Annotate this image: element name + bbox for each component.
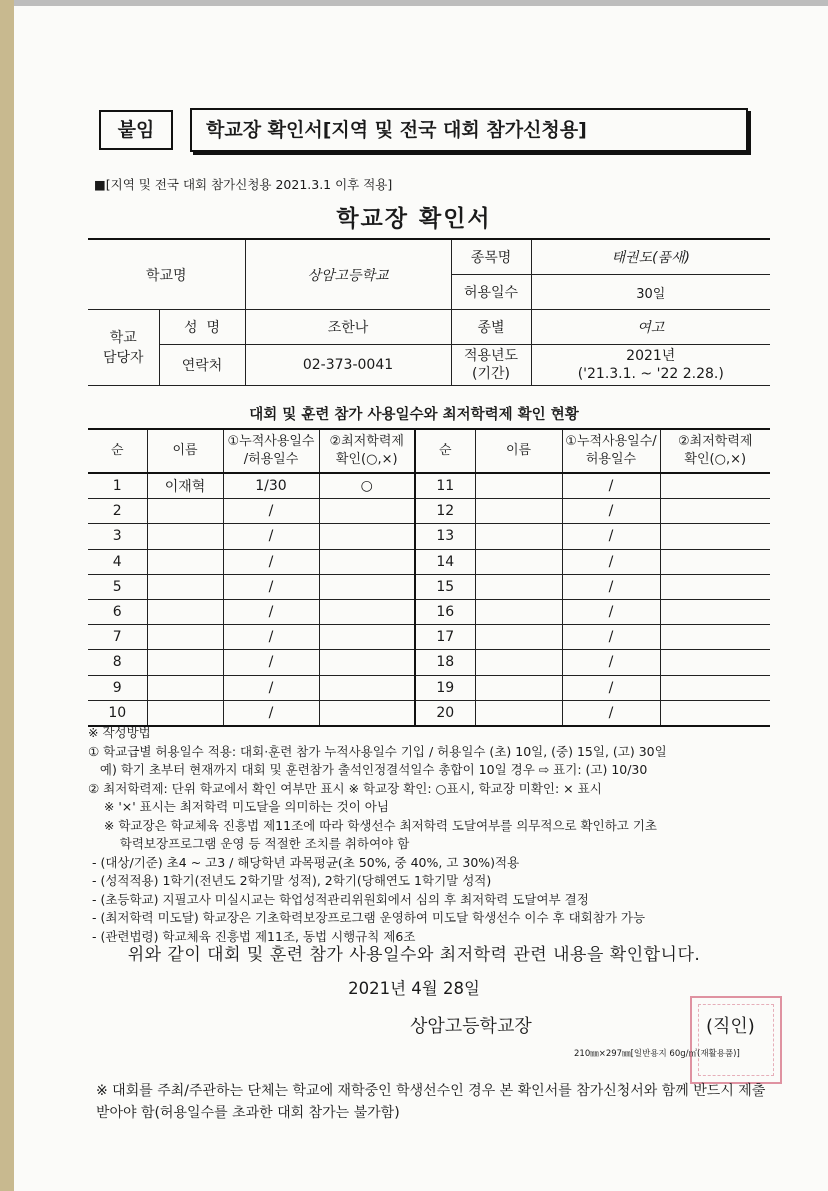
row-name	[475, 700, 562, 726]
row-days: /	[562, 549, 660, 574]
row-check	[319, 599, 415, 624]
document-title: 학교장 확인서	[336, 206, 492, 232]
row-no: 6	[88, 599, 147, 624]
row-days: /	[562, 650, 660, 675]
table-row	[88, 675, 770, 700]
row-days: /	[223, 675, 319, 700]
col-days-right-text: ①누적사용일수/ 허용일수	[565, 434, 657, 467]
row-no: 9	[88, 675, 147, 700]
year-cell	[531, 345, 770, 386]
row-name	[147, 675, 223, 700]
name-value: 조한나	[245, 310, 451, 345]
instruction-line: ① 학교급별 허용일수 적용: 대회·훈련 참가 누적사용일수 기입 / 허용일수 (초) 10일, (중) 15일, (고) 30일	[88, 743, 667, 759]
row-days: /	[562, 599, 660, 624]
table-row	[88, 574, 770, 599]
row-no: 16	[415, 599, 475, 624]
contact-label: 연락처	[159, 345, 245, 386]
row-no: 15	[415, 574, 475, 599]
row-check	[319, 650, 415, 675]
row-days: /	[223, 625, 319, 650]
period-value: ('21.3.1. ~ '22 2.28.)	[577, 366, 724, 382]
row-check	[319, 700, 415, 726]
row-days: /	[223, 599, 319, 624]
row-no: 4	[88, 549, 147, 574]
row-no: 1	[88, 473, 147, 499]
row-no: 3	[88, 524, 147, 549]
year-label	[451, 345, 531, 386]
instruction-line: ※ 작성방법	[88, 725, 151, 740]
applies-note: ■[지역 및 전국 대회 참가신청용 2021.3.1 이후 적용]	[94, 177, 393, 192]
row-name	[475, 625, 562, 650]
row-name	[147, 499, 223, 524]
official-seal-stamp	[690, 996, 782, 1084]
instruction-line: ※ 학교장은 학교체육 진흥법 제11조에 따라 학생선수 최저학력 도달여부를 의무적으로 확인하고 기초	[88, 817, 657, 833]
year-label-text: 적용년도 (기간)	[463, 348, 519, 382]
row-name	[475, 499, 562, 524]
row-no: 11	[415, 473, 475, 499]
event-value: 태권도(품새)	[531, 239, 770, 275]
row-name	[147, 650, 223, 675]
row-no: 5	[88, 574, 147, 599]
footnote: ※ 대회를 주최/주관하는 단체는 학교에 재학중인 학생선수인 경우 본 확인서를 참가신청서와 함께 반드시 제출받아야 함(허용일수를 초과한 대회 참가는 불가함)	[96, 1083, 766, 1121]
row-check	[319, 675, 415, 700]
table-row	[88, 625, 770, 650]
header-title: 학교장 확인서[지역 및 전국 대회 참가신청용]	[190, 108, 748, 152]
contact-value: 02-373-0041	[245, 345, 451, 386]
row-no: 13	[415, 524, 475, 549]
col-check-right	[660, 429, 770, 473]
row-days: /	[223, 700, 319, 726]
row-name	[475, 524, 562, 549]
row-name	[147, 625, 223, 650]
row-name	[147, 599, 223, 624]
school-value: 상암고등학교	[245, 239, 451, 310]
row-check	[319, 499, 415, 524]
row-check	[660, 574, 770, 599]
usage-table	[88, 428, 770, 727]
row-name	[147, 700, 223, 726]
table-row	[88, 524, 770, 549]
seal-label: (직인)	[706, 1016, 755, 1037]
row-check	[319, 524, 415, 549]
row-name: 이재혁	[147, 473, 223, 499]
row-check	[660, 549, 770, 574]
row-check	[660, 599, 770, 624]
col-no-left: 순	[88, 429, 147, 473]
instruction-line: - (관련법령) 학교체육 진흥법 제11조, 동법 시행규칙 제6조	[88, 928, 416, 944]
row-days: /	[223, 650, 319, 675]
col-days-left-text: ①누적사용일수 /허용일수	[227, 434, 315, 467]
instruction-line: - (성적적용) 1학기(전년도 2학기말 성적), 2학기(당해연도 1학기말 성적)	[88, 873, 492, 888]
row-days: /	[562, 574, 660, 599]
scan-left-edge	[0, 0, 14, 1191]
row-no: 12	[415, 499, 475, 524]
row-check	[660, 625, 770, 650]
row-check: ○	[319, 473, 415, 499]
row-name	[475, 473, 562, 499]
row-no: 2	[88, 499, 147, 524]
row-no: 7	[88, 625, 147, 650]
table-row	[88, 700, 770, 726]
instruction-line: ② 최저학력제: 단위 학교에서 확인 여부만 표시 ※ 학교장 확인: ○표시, 학교장 미확인: × 표시	[88, 780, 602, 796]
row-name	[147, 524, 223, 549]
school-label: 학교명	[88, 239, 245, 310]
instruction-line: - (대상/기준) 초4 ~ 고3 / 해당학년 과목평균(초 50%, 중 40%, 고 30%)적용	[88, 854, 520, 870]
row-days: /	[562, 524, 660, 549]
row-check	[660, 473, 770, 499]
row-name	[475, 574, 562, 599]
row-days: /	[223, 499, 319, 524]
col-days-left	[223, 429, 319, 473]
row-days: /	[223, 574, 319, 599]
manager-label-text: 학교 담당자	[102, 329, 144, 366]
allowed-days-label: 허용일수	[451, 275, 531, 310]
row-days: /	[562, 499, 660, 524]
info-table	[88, 238, 770, 386]
col-days-right	[562, 429, 660, 473]
row-days: /	[562, 700, 660, 726]
row-check	[319, 549, 415, 574]
col-check-left	[319, 429, 415, 473]
row-name	[475, 599, 562, 624]
table-row	[88, 473, 770, 499]
attachment-badge: 붙임	[99, 110, 173, 150]
gender-value: 여고	[531, 310, 770, 345]
row-name	[475, 549, 562, 574]
row-days: /	[562, 625, 660, 650]
row-no: 18	[415, 650, 475, 675]
gender-label: 종별	[451, 310, 531, 345]
instruction-line: 학력보장프로그램 운영 등 적절한 조치를 취하여야 함	[88, 836, 410, 851]
usage-rows	[88, 473, 770, 726]
row-no: 20	[415, 700, 475, 726]
row-name	[475, 675, 562, 700]
row-days: /	[562, 473, 660, 499]
instructions	[88, 724, 788, 946]
year-value: 2021년	[626, 348, 676, 364]
usage-section-title: 대회 및 훈련 참가 사용일수와 최저학력제 확인 현황	[249, 407, 579, 423]
col-name-right: 이름	[475, 429, 562, 473]
event-label: 종목명	[451, 239, 531, 275]
row-name	[147, 574, 223, 599]
row-check	[319, 574, 415, 599]
row-days: /	[223, 524, 319, 549]
row-check	[660, 700, 770, 726]
row-days: /	[223, 549, 319, 574]
row-name	[475, 650, 562, 675]
manager-label	[88, 310, 159, 386]
table-row	[88, 549, 770, 574]
table-row	[88, 599, 770, 624]
instruction-line: - (최저학력 미도달) 학교장은 기초학력보장프로그램 운영하여 미도달 학생선수 이수 후 대회참가 가능	[88, 910, 646, 925]
row-no: 19	[415, 675, 475, 700]
row-no: 10	[88, 700, 147, 726]
row-no: 14	[415, 549, 475, 574]
row-check	[660, 650, 770, 675]
allowed-days-value: 30일	[531, 275, 770, 310]
col-no-right: 순	[415, 429, 475, 473]
table-row	[88, 499, 770, 524]
instruction-line: ※ '×' 표시는 최저학력 미도달을 의미하는 것이 아님	[88, 799, 389, 814]
row-days: /	[562, 675, 660, 700]
instruction-line: 예) 학기 초부터 현재까지 대회 및 훈련참가 출석인정결석일수 총합이 10일 경우 ⇨ 표기: (고) 10/30	[88, 762, 648, 777]
row-no: 17	[415, 625, 475, 650]
row-check	[660, 499, 770, 524]
row-name	[147, 549, 223, 574]
row-check	[319, 625, 415, 650]
row-no: 8	[88, 650, 147, 675]
row-days: 1/30	[223, 473, 319, 499]
table-row	[88, 650, 770, 675]
paper-spec: 210㎜×297㎜[일반용지 60g/㎡(재활용품)]	[574, 1049, 740, 1059]
col-check-right-text: ②최저학력제 확인(○,×)	[678, 434, 753, 467]
row-check	[660, 524, 770, 549]
principal-name: 상암고등학교장	[410, 1016, 532, 1037]
col-name-left: 이름	[147, 429, 223, 473]
col-check-left-text: ②최저학력제 확인(○,×)	[329, 434, 404, 467]
row-check	[660, 675, 770, 700]
issue-date: 2021년 4월 28일	[348, 979, 480, 998]
instruction-line: - (초등학교) 지필고사 미실시교는 학업성적관리위원회에서 심의 후 최저학력 도달여부 결정	[88, 891, 589, 907]
confirmation-statement: 위와 같이 대회 및 훈련 참가 사용일수와 최저학력 관련 내용을 확인합니다.	[127, 945, 701, 965]
name-label: 성 명	[159, 310, 245, 345]
